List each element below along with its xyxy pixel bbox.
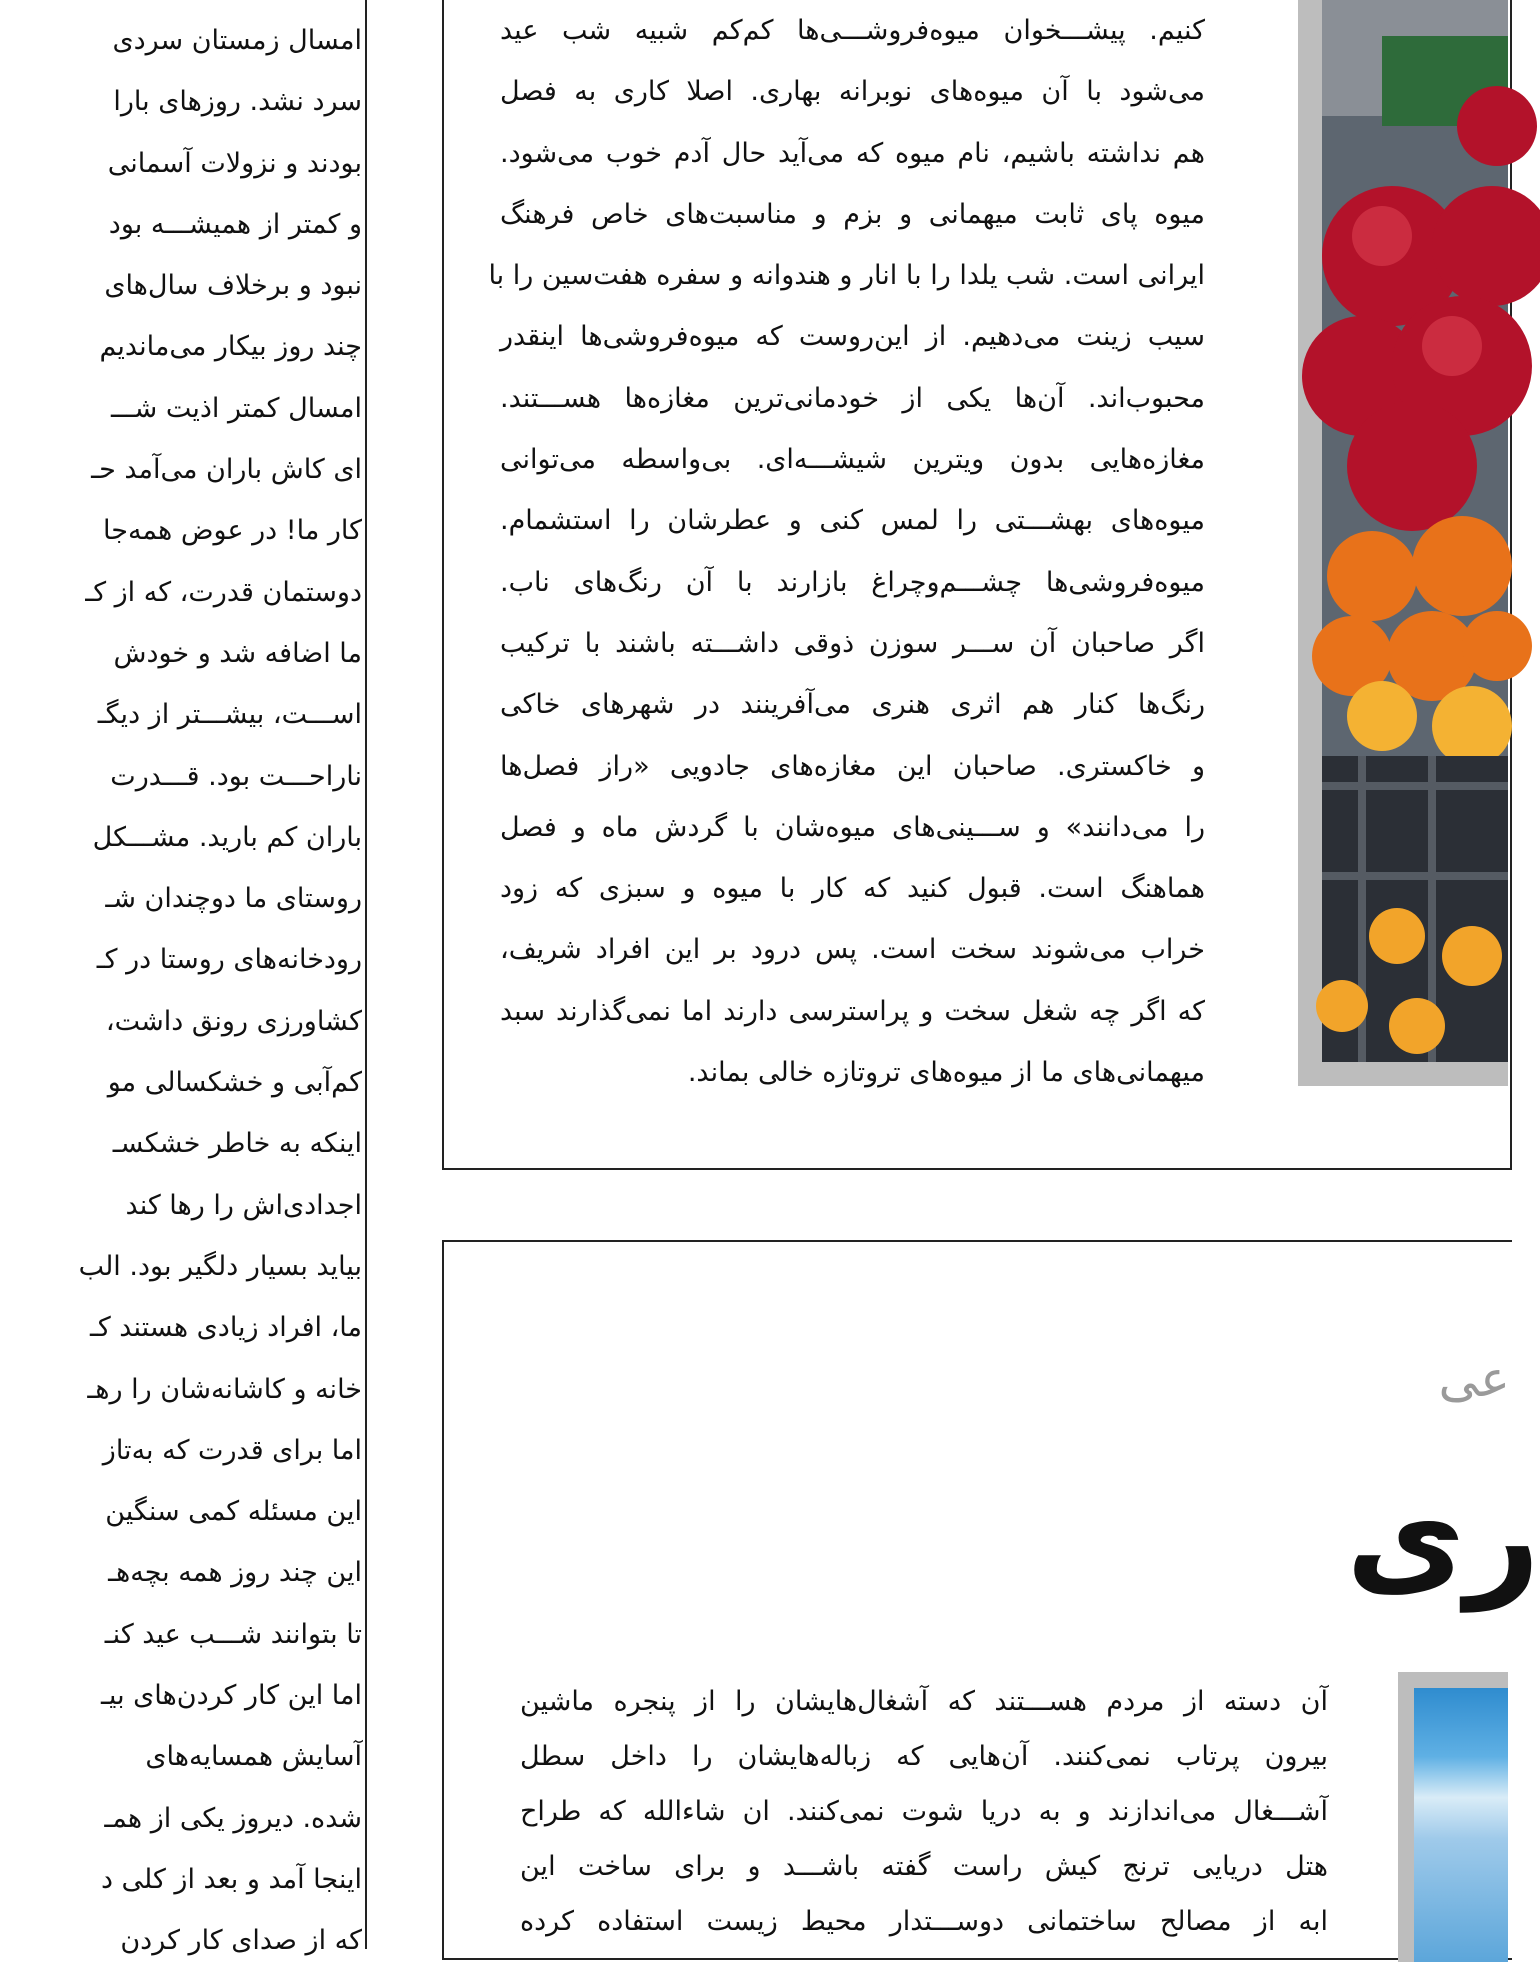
text-line: این مسئله کمی سنگین (105, 1496, 362, 1528)
column-divider (365, 0, 367, 1949)
text-line: آسایش همسایه‌های (145, 1741, 362, 1773)
fruit-stand-photo (1298, 0, 1508, 1086)
text-line: شده. دیروز یکی از همـ (104, 1802, 362, 1834)
text-line: را می‌دانند» و ســـینی‌های میوه‌شان با گردش ماه و فصل (500, 811, 1205, 843)
text-line: آن دسته از مردم هســـتند که آشغال‌هایشان را از پنجره ماشین (520, 1686, 1328, 1717)
text-line: دوستمان قدرت، که از کـ (85, 576, 362, 608)
text-line: بیرون پرتاب نمی‌کنند. آن‌هایی که زباله‌هایشان را داخل سطل (520, 1741, 1328, 1772)
text-line: چند روز بیکار می‌ماندیم (99, 331, 362, 363)
text-line: امسال زمستان سردی (112, 25, 362, 56)
text-line: این چند روز همه بچه‌هـ (108, 1557, 362, 1589)
text-line: کشاورزی رونق داشت، (105, 1005, 362, 1037)
text-line: اما برای قدرت که به‌تاز (102, 1434, 362, 1466)
text-line: و کمتر از همیشـــه بود (108, 208, 362, 240)
text-line: سرد نشد. روزهای بارا (113, 86, 362, 118)
text-line: میهمانی‌های ما از میوه‌های تروتازه خالی بماند. (687, 1057, 1205, 1089)
text-line: نبود و برخلاف سال‌های (104, 270, 362, 302)
text-line: خانه و کاشانه‌شان را رهـ (87, 1373, 362, 1405)
text-line: میوه‌های بهشـــتی را لمس کنی و عطرشان را استشمام. (500, 505, 1205, 537)
text-line: میوه‌فروشی‌ها چشـــم‌وچراغ بازارند با آن رنگ‌های ناب. (500, 566, 1205, 598)
text-line: ایرانی است. شب یلدا را با انار و هندوانه و سفره هفت‌سین را با (488, 260, 1205, 292)
text-line: که اگر چه شغل سخت و پراسترسی دارند اما نمی‌گذارند سبد (500, 995, 1205, 1027)
left-column-text (0, 10, 362, 1972)
text-line: هماهنگ است. قبول کنید که کار با میوه و سبزی که زود (500, 873, 1205, 905)
text-line: امسال کمتر اذیت شـــ (110, 392, 362, 424)
text-line: ابه از مصالح ساختمانی دوســـتدار محیط زیست استفاده کرده (520, 1906, 1328, 1937)
article2-body (520, 1674, 1328, 1949)
text-line: کنیم. پیشـــخوان میوه‌فروشـــی‌ها کم‌کم شبیه شب عید (500, 15, 1205, 46)
text-line: هم نداشته باشیم، نام میوه که می‌آید حال آدم خوب می‌شود. (500, 137, 1205, 169)
text-line: اگر صاحبان آن ســـر سوزن ذوقی داشـــته باشند با ترکیب (500, 627, 1205, 659)
text-line: اینکه به خاطر خشکسـ (112, 1128, 362, 1160)
fruit-illustration (1322, 0, 1508, 1062)
sky-photo (1398, 1672, 1508, 1962)
text-line: ما اضافه شد و خودش (113, 637, 362, 669)
text-line: محبوب‌اند. آن‌ها یکی از خودمانی‌ترین مغازه‌ها هســـتند. (500, 382, 1205, 414)
text-line: بیاید بسیار دلگیر بود. الب (78, 1250, 362, 1282)
article2-kicker: عی (1438, 1350, 1510, 1408)
text-line: سیب زینت می‌دهیم. از این‌روست که میوه‌فروشی‌ها اینقدر (500, 321, 1205, 353)
text-line: میوه پای ثابت میهمانی و بزم و مناسبت‌های خاص فرهنگ (500, 198, 1205, 230)
text-line: و خاکستری. صاحبان این مغازه‌های جادویی «راز فصل‌ها (500, 750, 1205, 782)
text-line: می‌شود با آن میوه‌های نوبرانه بهاری. اصلا کاری به فصل (500, 76, 1205, 108)
text-line: رنگ‌ها کنار هم اثری هنری می‌آفرینند در شهرهای خاکی (500, 689, 1205, 721)
article2-headline: ری (1346, 1460, 1540, 1612)
text-line: خراب می‌شوند سخت است. پس درود بر این افراد شریف، (500, 934, 1205, 966)
text-line: بودند و نزولات آسمانی (107, 147, 362, 179)
text-line: اســـت، بیشـــتر از دیگـ (97, 699, 362, 731)
text-line: رودخانه‌های روستا در کـ (96, 944, 362, 976)
text-line: اینجا آمد و بعد از کلی د (100, 1863, 362, 1895)
text-line: ناراحـــت بود. قـــدرت (110, 760, 362, 792)
text-line: آشـــغال می‌اندازند و به دریا شوت نمی‌کنند. ان شاءالله که طراح (520, 1796, 1328, 1827)
text-line: کار ما! در عوض همه‌جا (103, 515, 362, 547)
text-line: روستای ما دوچندان شـ (105, 883, 362, 915)
text-line: که از صدای کار کردن (120, 1925, 362, 1957)
text-line: اما این کار کردن‌های بیـ (101, 1680, 362, 1712)
text-line: ای کاش باران می‌آمد حـ (91, 454, 362, 486)
text-line: باران کم بارید. مشـــکل (92, 821, 362, 853)
article1-body (488, 0, 1205, 1103)
text-line: هتل دریایی ترنج کیش راست گفته باشـــد و برای ساخت این (520, 1851, 1328, 1882)
text-line: کم‌آبی و خشکسالی مو (107, 1067, 362, 1099)
text-line: ما، افراد زیادی هستند کـ (89, 1312, 362, 1344)
text-line: اجدادی‌اش را رها کند (125, 1189, 362, 1221)
text-line: تا بتوانند شـــب عید کنـ (104, 1618, 362, 1650)
text-line: مغازه‌هایی بدون ویترین شیشـــه‌ای. بی‌واسطه می‌توانی (500, 444, 1205, 476)
